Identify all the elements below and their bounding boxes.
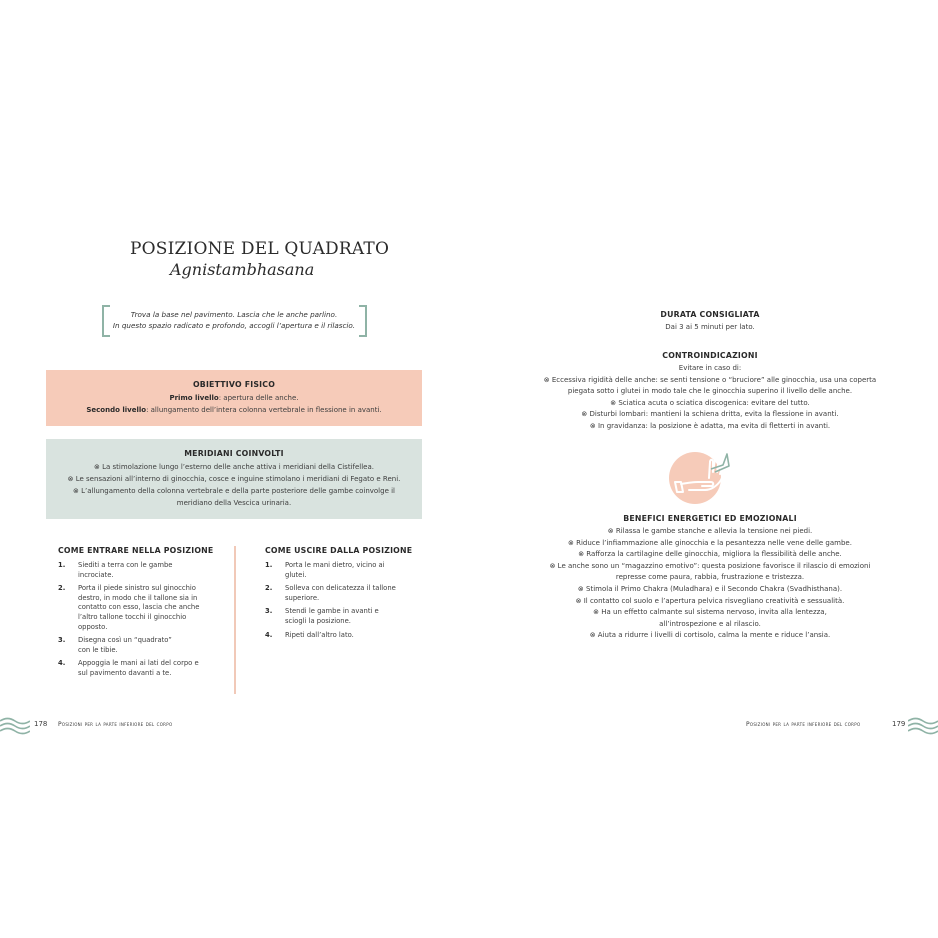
uscire-heading: COME USCIRE DALLA POSIZIONE [265, 546, 413, 555]
controindicazioni-item: ⊗ Sciatica acuta o sciatica discogenica: evitare del tutto. [610, 398, 810, 407]
step-number: 2. [265, 584, 273, 593]
step-number: 4. [265, 630, 273, 639]
quote-line: Trova la base nel pavimento. Lascia che le anche parlino. [130, 310, 338, 319]
benefici-item: ⊗ Aiuta a ridurre i livelli di cortisolo, calma la mente e riduce l’ansia. [589, 631, 831, 640]
step-number: 1. [58, 561, 66, 569]
step-text: Disegna così un “quadrato” con le tibie. [78, 636, 172, 654]
benefici-item: ⊗ Il contatto col suolo e l’apertura pelvica risvegliano creatività e sessualità. [575, 596, 845, 605]
benefici-item: ⊗ Riduce l’infiammazione alle ginocchia e la pesantezza nelle vene delle gambe. [568, 538, 852, 547]
step-text: Siediti a terra con le gambe incrociate. [78, 561, 173, 579]
step-number: 3. [58, 636, 66, 645]
step-text: Ripeti dall’altro lato. [285, 630, 354, 639]
uscire-step [265, 561, 425, 580]
durata-text: Dai 3 ai 5 minuti per lato. [665, 323, 755, 331]
controindicazioni-heading: CONTROINDICAZIONI [662, 351, 758, 360]
benefici-item: ⊗ Le anche sono un “magazzino emotivo”: questa posizione favorisce il rilascio di emozioni represse come paura, rabbia, frustrazione e tristezza. [549, 561, 871, 582]
controindicazioni-section [533, 351, 887, 433]
obiettivo-box [46, 370, 422, 426]
meridiani-heading: MERIDIANI COINVOLTI [184, 449, 284, 458]
uscire-step [265, 607, 425, 626]
entrare-step [58, 659, 218, 678]
step-number: 1. [265, 561, 273, 569]
intro-quote [112, 309, 356, 331]
step-number: 4. [58, 659, 66, 668]
controindicazioni-item: ⊗ Eccessiva rigidità delle anche: se senti tensione o “bruciore” alle ginocchia, usa una coperta piegata sotto i glutei in modo tale che le ginocchia superino il livello delle anche. [543, 375, 877, 396]
meridiani-item: ⊗ L’allungamento della colonna vertebrale e della parte posteriore delle gambe coinvolge il meridiano della Vescica urinaria. [73, 487, 395, 507]
secondo-text: : allungamento dell’intera colonna vertebrale in flessione in avanti. [146, 406, 382, 414]
benefici-item: ⊗ Rilassa le gambe stanche e allevia la tensione nei piedi. [607, 527, 813, 535]
quote-bracket-right [359, 305, 367, 337]
page-title: POSIZIONE DEL QUADRATO [130, 239, 390, 259]
uscire-step [265, 584, 425, 603]
controindicazioni-item: ⊗ In gravidanza: la posizione è adatta, ma evita di fletterti in avanti. [589, 421, 831, 430]
entrare-section [58, 546, 218, 683]
entrare-heading: COME ENTRARE NELLA POSIZIONE [58, 546, 214, 555]
wave-icon [908, 715, 938, 737]
meridiani-item: ⊗ La stimolazione lungo l’esterno delle anche attiva i meridiani della Cistifellea. [94, 463, 374, 471]
benefici-section [540, 514, 880, 642]
step-text: Solleva con delicatezza il tallone superiore. [285, 584, 396, 602]
wave-icon [0, 715, 30, 737]
footer-section-left: Posizioni per la parte inferiore del corpo [58, 721, 173, 728]
benefici-heading: BENEFICI ENERGETICI ED EMOZIONALI [623, 514, 797, 523]
durata-heading: DURATA CONSIGLIATA [660, 310, 760, 319]
meridiani-item: ⊗ Le sensazioni all’interno di ginocchia, cosce e inguine stimolano i meridiani di Fegato e Reni. [67, 475, 401, 483]
primo-label: Primo livello [169, 394, 219, 402]
entrare-step [58, 584, 218, 632]
step-number: 3. [265, 607, 273, 616]
footer-section-right: Posizioni per la parte inferiore del corpo [746, 721, 861, 728]
secondo-label: Secondo livello [86, 406, 147, 414]
obiettivo-secondo [46, 404, 422, 416]
page-number-left: 178 [34, 720, 48, 728]
benefici-item: ⊗ Rafforza la cartilagine delle ginocchia, migliora la flessibilità delle anche. [578, 550, 842, 559]
uscire-step [265, 631, 425, 641]
obiettivo-primo [46, 392, 422, 404]
quote-bracket-left [102, 305, 110, 337]
hand-icon [671, 452, 735, 504]
step-text: Appoggia le mani ai lati del corpo e sul pavimento davanti a te. [78, 659, 199, 677]
entrare-step [58, 561, 218, 580]
durata-section [540, 310, 880, 334]
page-subtitle: Agnistambhasana [170, 260, 315, 279]
column-divider [234, 546, 236, 694]
hand-icon-badge [669, 452, 721, 504]
controindicazioni-item: ⊗ Disturbi lombari: mantieni la schiena dritta, evita la flessione in avanti. [581, 410, 839, 419]
controindicazioni-intro: Evitare in caso di: [678, 364, 742, 372]
benefici-item: ⊗ Stimola il Primo Chakra (Muladhara) e il Secondo Chakra (Svadhisthana). [577, 584, 843, 593]
benefici-item: ⊗ Ha un effetto calmante sul sistema nervoso, invita alla lentezza, all’introspezione e al rilascio. [593, 608, 827, 628]
primo-text: : apertura delle anche. [218, 394, 299, 402]
step-number: 2. [58, 584, 66, 593]
step-text: Porta il piede sinistro sul ginocchio destro, in modo che il tallone sia in contatto con esso, lascia che anche l’altro tallone tocchi il ginocchio opposto. [78, 584, 200, 631]
entrare-step [58, 636, 218, 655]
meridiani-box [46, 439, 422, 519]
step-text: Stendi le gambe in avanti e sciogli la posizione. [285, 607, 379, 625]
quote-line: In questo spazio radicato e profondo, accogli l’apertura e il rilascio. [112, 321, 356, 330]
uscire-section [265, 546, 425, 644]
step-text: Porta le mani dietro, vicino ai glutei. [285, 561, 385, 579]
page-number-right: 179 [892, 720, 906, 728]
obiettivo-heading: OBIETTIVO FISICO [192, 380, 276, 389]
